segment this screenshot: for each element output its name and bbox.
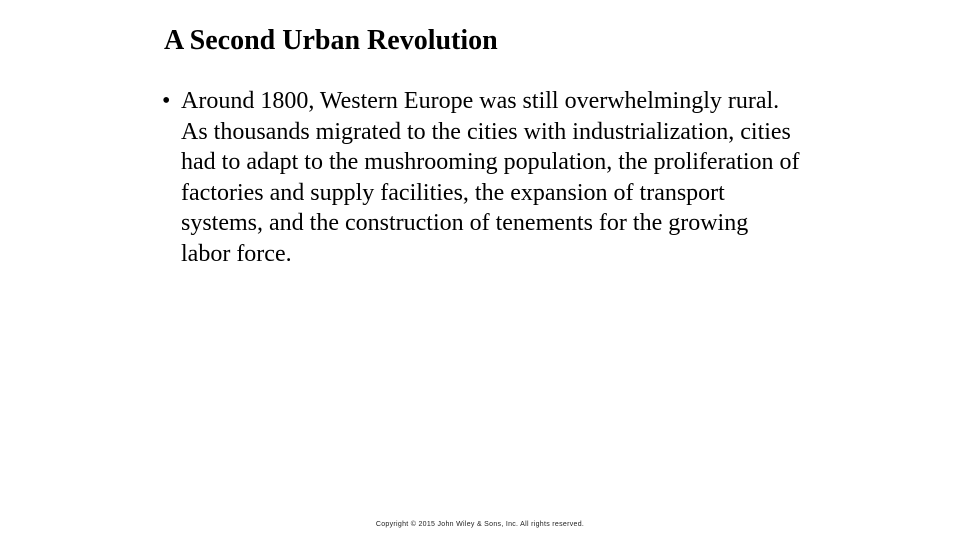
bullet-marker: • [162,88,171,114]
bullet-list [162,86,802,270]
bullet-item [162,86,802,270]
copyright-footer: Copyright © 2015 John Wiley & Sons, Inc. All rights reserved. [375,521,585,528]
slide-title: A Second Urban Revolution [164,25,498,56]
bullet-text: Around 1800, Western Europe was still overwhelmingly rural. As thousands migrated to the cities with industrialization, cities had to adapt to the mushrooming population, the proliferation of factories and supply facilities, the expansion of transport systems, and the construction of tenements for the growing labor force. [181,88,800,267]
